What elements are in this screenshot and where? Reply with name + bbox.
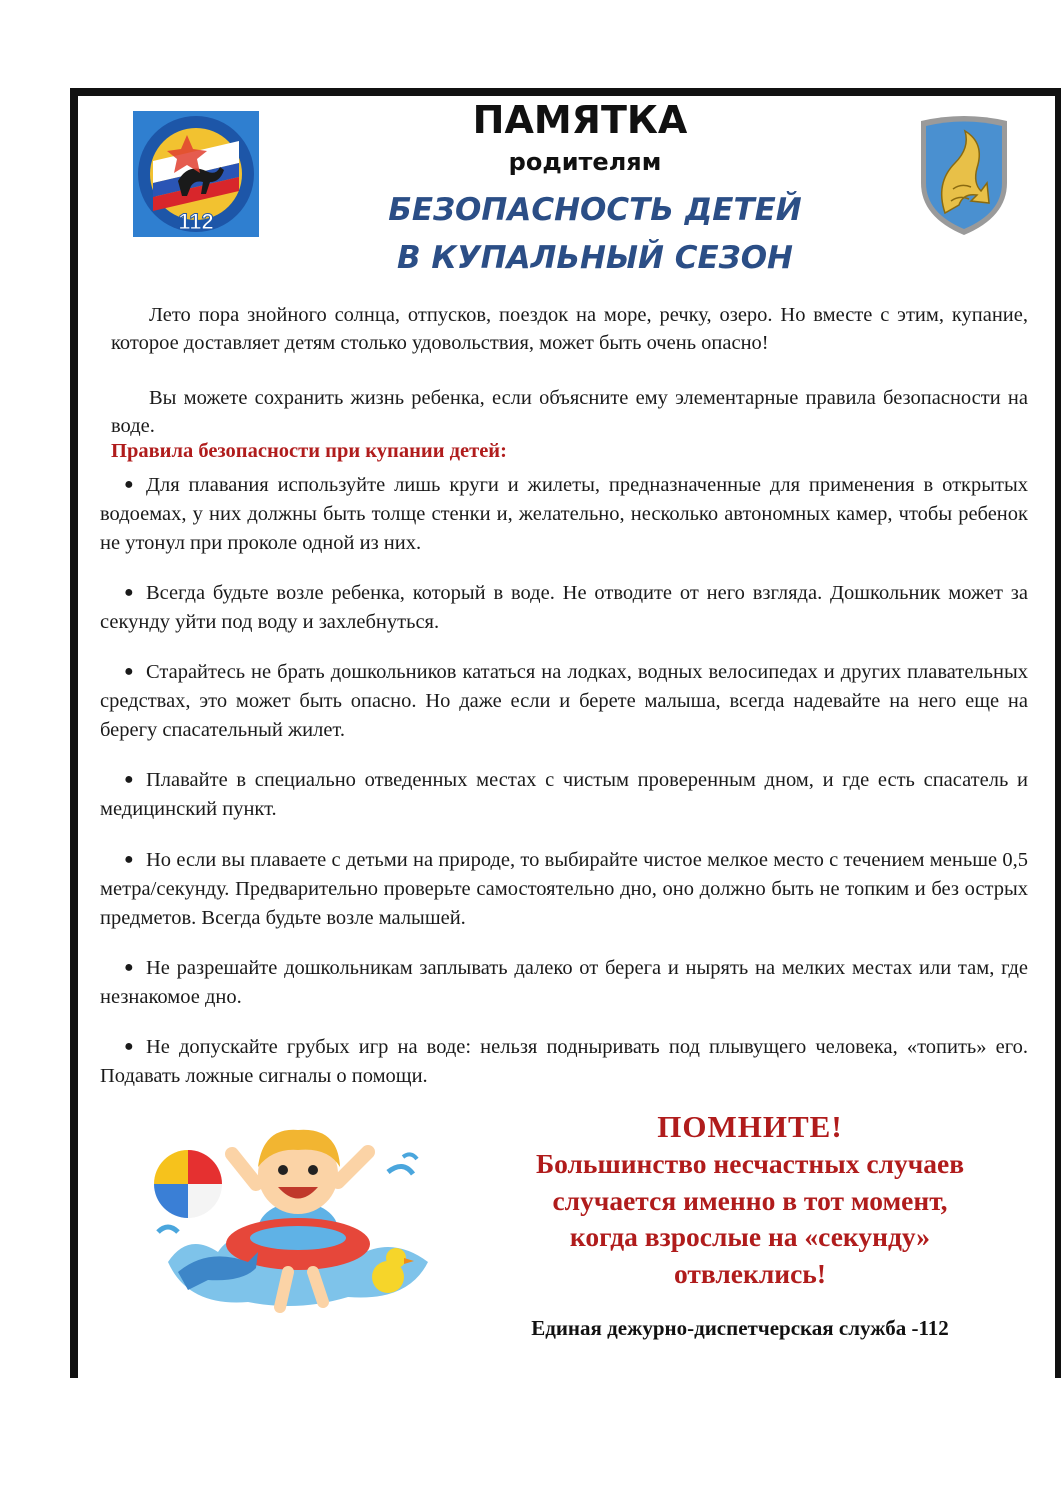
page-subtitle: родителям	[508, 148, 662, 176]
bullet-icon: ●	[124, 476, 134, 493]
remember-line-3: когда взрослые на «секунду»	[569, 1221, 931, 1252]
topic-line-1: БЕЗОПАСНОСТЬ ДЕТЕЙ	[388, 192, 802, 228]
page-title: ПАМЯТКА	[472, 98, 688, 142]
intro-paragraph-1: Лето пора знойного солнца, отпусков, поездок на море, речку, озеро. Но вместе с этим, купание, которое доставляет детям столько удовольствия, может быть очень опасно!	[111, 304, 1028, 354]
dispatch-112-emblem-icon	[133, 111, 259, 237]
bullet-icon: ●	[124, 584, 134, 601]
rule-text: Не допускайте грубых игр на воде: нельзя подныривать под плывущего человека, «топить» его. Подавать ложные сигналы о помощи.	[100, 1036, 1028, 1087]
bullet-icon: ●	[124, 959, 134, 976]
remember-title: ПОМНИТЕ!	[657, 1109, 843, 1144]
rule-item	[100, 845, 1028, 933]
bullet-icon: ●	[124, 771, 134, 788]
bullet-icon: ●	[124, 851, 134, 868]
rule-text: Плавайте в специально отведенных местах с чистым проверенным дном, и где есть спасатель и медицинский пункт.	[100, 769, 1028, 820]
topic-line-2: В КУПАЛЬНЫЙ СЕЗОН	[396, 240, 794, 276]
rule-item	[100, 953, 1028, 1012]
rules-title: Правила безопасности при купании детей:	[111, 440, 507, 462]
rule-item	[100, 765, 1028, 824]
remember-line-1: Большинство несчастных случаев	[535, 1148, 965, 1179]
coat-of-arms-icon	[915, 113, 1013, 239]
bullet-icon: ●	[124, 663, 134, 680]
remember-line-4: отвлеклись!	[673, 1257, 827, 1289]
remember-line-2: случается именно в тот момент,	[552, 1184, 948, 1216]
logo-left-number: 112	[178, 209, 214, 234]
footer-service: Единая дежурно-диспетчерская служба -112	[531, 1316, 949, 1340]
rule-item	[100, 470, 1028, 558]
intro-paragraph-2: Вы можете сохранить жизнь ребенка, если объясните ему элементарные правила безопасности на воде.	[111, 387, 1028, 437]
rule-item	[100, 578, 1028, 637]
rule-text: Всегда будьте возле ребенка, который в воде. Не отводите от него взгляда. Дошкольник может за секунду уйти под воду и захлебнуться.	[100, 582, 1028, 633]
remember-block	[480, 1108, 1020, 1292]
rule-text: Но если вы плаваете с детьми на природе, то выбирайте чистое мелкое место с течением меньше 0,5 метра/секунду. Предварительно проверьте самостоятельно дно, оно должно быть не топким и без острых предметов. Всегда будьте возле малышей.	[100, 849, 1028, 929]
rule-item	[100, 1032, 1028, 1091]
child-swimming-illustration-icon	[148, 1112, 448, 1327]
rule-text: Не разрешайте дошкольникам заплывать далеко от берега и нырять на мелких местах или там, где незнакомое дно.	[100, 957, 1028, 1008]
rule-item	[100, 657, 1028, 745]
bullet-icon: ●	[124, 1038, 134, 1055]
rule-text: Для плавания используйте лишь круги и жилеты, предназначенные для применения в открытых водоемах, у них должны быть толще стенки и, желательно, несколько автономных камер, чтобы ребенок не утонул при проколе одной из них.	[100, 474, 1028, 554]
rule-text: Старайтесь не брать дошкольников кататься на лодках, водных велосипедах и других плавательных средствах, это может быть опасно. Но даже если и берете малыша, всегда надевайте на него еще на берегу спасательный жилет.	[100, 661, 1028, 741]
